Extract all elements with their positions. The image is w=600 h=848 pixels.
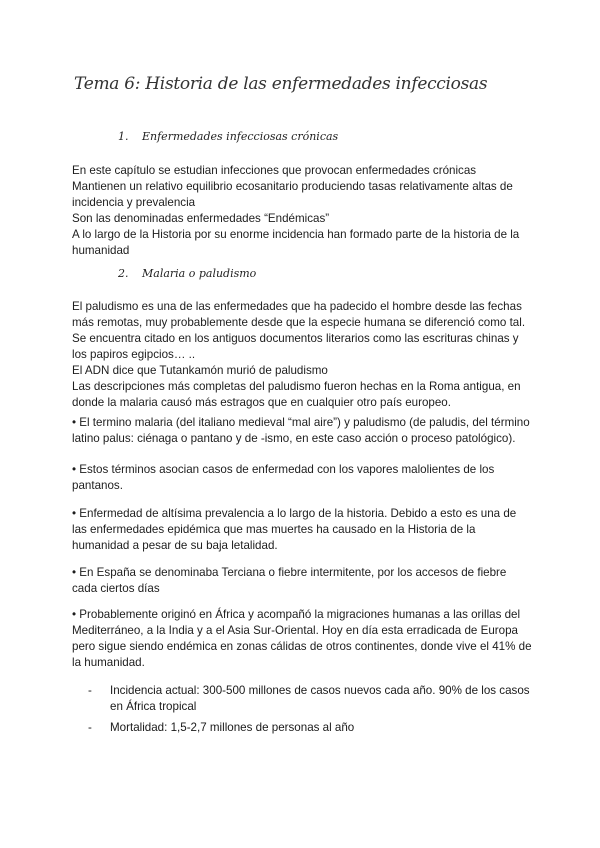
- list-text: Mortalidad: 1,5-2,7 millones de personas al año: [110, 721, 355, 734]
- paragraph: Mantienen un relativo equilibrio ecosanitario produciendo tasas relativamente altas de incidencia y prevalencia: [72, 180, 513, 209]
- section-heading-2: [118, 267, 256, 280]
- bullet-text: • Enfermedad de altísima prevalencia a lo largo de la historia. Debido a esto es una de las enfermedades epidémica que mas muertes ha causado en la Historia de la humanidad a pesar de su baja letalidad.: [72, 507, 517, 552]
- list-text: Incidencia actual: 300-500 millones de casos nuevos cada año. 90% de los casos en África tropical: [110, 684, 530, 713]
- paragraph: A lo largo de la Historia por su enorme incidencia han formado parte de la historia de la humanidad: [72, 228, 520, 257]
- bullet-paragraph: [72, 506, 532, 554]
- bullet-text: • Probablemente originó en África y acompañó la migraciones humanas a las orillas del Mediterráneo, a la India y a el Asia Sur-Oriental. Hoy en día esta erradicada de Europa pero sigue siendo endémica en zonas cálidas de otros continentes, donde vive el 41% de la humanidad.: [72, 608, 532, 669]
- section-number: 1.: [118, 130, 129, 143]
- paragraph: El ADN dice que Tutankamón murió de paludismo: [72, 364, 328, 377]
- bullet-paragraph: [72, 415, 532, 447]
- bullet-text: • Estos términos asocian casos de enfermedad con los vapores malolientes de los pantanos.: [72, 463, 495, 492]
- list-item: [88, 683, 538, 715]
- paragraph: Las descripciones más completas del paludismo fueron hechas en la Roma antigua, en donde la malaria causó más estragos que en cualquier otro país europeo.: [72, 380, 521, 409]
- paragraph: El paludismo es una de las enfermedades que ha padecido el hombre desde las fechas más remotas, muy probablemente desde que la especie humana se diferenció como tal.: [72, 300, 526, 329]
- paragraph: En este capítulo se estudian infecciones que provocan enfermedades crónicas: [72, 164, 477, 177]
- bullet-paragraph: [72, 462, 532, 494]
- bullet-paragraph: [72, 607, 532, 671]
- paragraph: Son las denominadas enfermedades “Endémicas”: [72, 212, 330, 225]
- list-dash: -: [88, 721, 92, 734]
- paragraph: Se encuentra citado en los antiguos documentos literarios como las escrituras chinas y los papiros egipcios… ..: [72, 332, 519, 361]
- page-title: Tema 6: Historia de las enfermedades infecciosas: [74, 74, 488, 94]
- bullet-paragraph: [72, 565, 532, 597]
- dash-list: [88, 683, 538, 736]
- list-dash: -: [88, 684, 92, 697]
- section-2-intro: [72, 299, 532, 411]
- section-1-body: [72, 163, 532, 259]
- list-item: [88, 720, 538, 736]
- bullet-text: • En España se denominaba Terciana o fiebre intermitente, por los accesos de fiebre cada ciertos días: [72, 566, 507, 595]
- bullet-text: • El termino malaria (del italiano medieval “mal aire”) y paludismo (de paludis, del término latino palus: ciénaga o pantano y de -ismo, en este caso acción o proceso patológico).: [72, 416, 530, 445]
- section-heading-1: [118, 130, 338, 143]
- section-number: 2.: [118, 267, 129, 280]
- section-title: Enfermedades infecciosas crónicas: [142, 130, 339, 143]
- section-title: Malaria o paludismo: [142, 267, 257, 280]
